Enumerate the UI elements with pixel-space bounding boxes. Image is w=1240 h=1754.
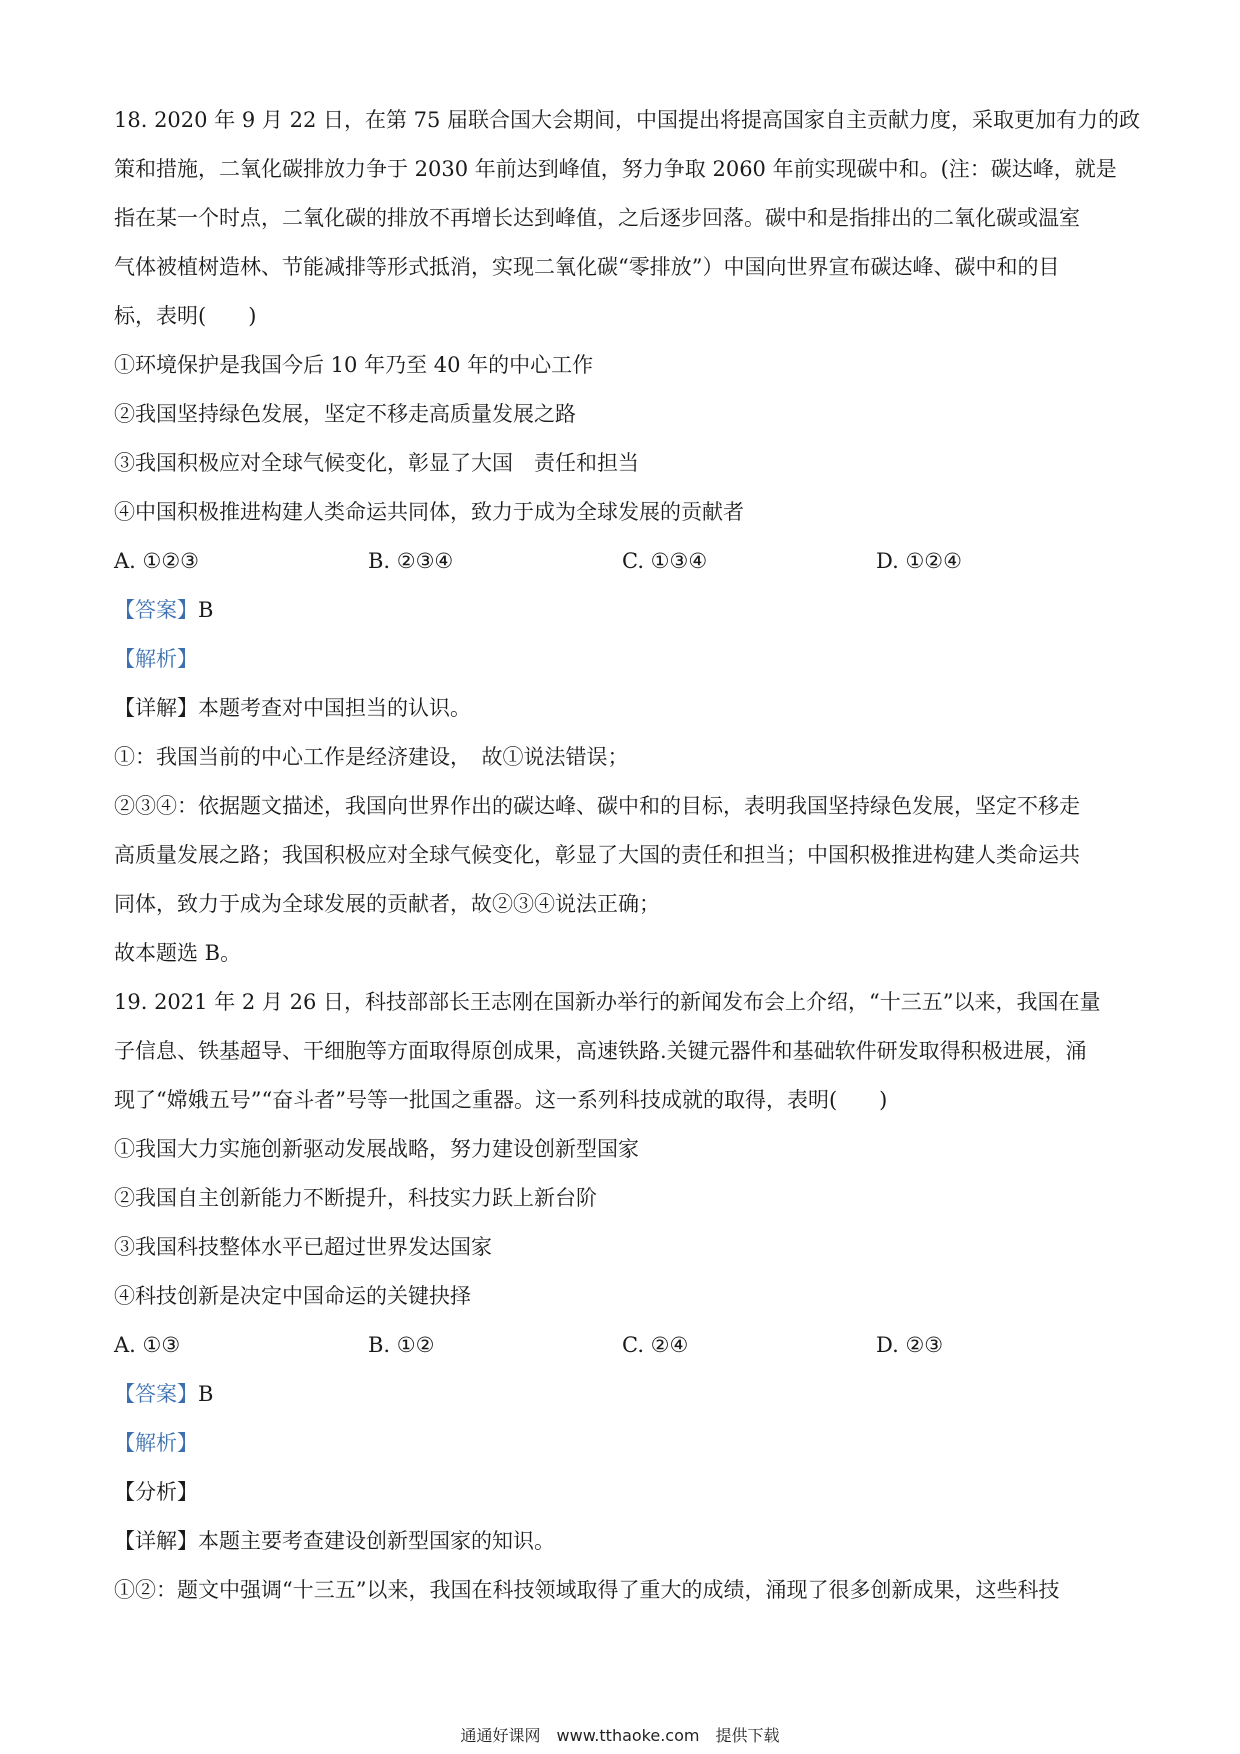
option-d: D. ①②④ [876,549,962,573]
analysis-line [114,1419,1134,1468]
answer-value: B [198,1382,214,1406]
option-a: A. ①③ [114,1333,181,1357]
question-18-stem [114,96,1141,341]
explanation-1 [114,1566,1134,1615]
answer-value: B [198,598,214,622]
option-d: D. ②③ [876,1333,944,1357]
explanation-line: ①②：题文中强调“十三五”以来，我国在科技领域取得了重大的成绩，涌现了很多创新成果，这些科技 [114,1578,1060,1602]
detail-tag: 【详解】 [114,1529,198,1553]
analysis-line [114,635,1134,684]
option-b: B. ②③④ [368,549,454,573]
stem-line: 19. 2021 年 2 月 26 日，科技部部长王志刚在国新办举行的新闻发布会上介绍，“十三五”以来，我国在量 [114,990,1101,1014]
fenxi-line [114,1468,1134,1517]
analysis-tag: 【解析】 [114,647,198,671]
detail-line [114,1517,1134,1566]
option-a: A. ①②③ [114,549,199,573]
answer-tag: 【答案】 [114,1382,198,1406]
detail-text: 本题考查对中国担当的认识。 [198,696,471,720]
stem-line: 18. 2020 年 9 月 22 日，在第 75 届联合国大会期间，中国提出将提高国家自主贡献力度，采取更加有力的政 [114,108,1141,132]
analysis-tag: 【解析】 [114,1431,198,1455]
detail-text: 本题主要考查建设创新型国家的知识。 [198,1529,555,1553]
question-18-statements [114,341,1134,537]
stem-line: 指在某一个时点，二氧化碳的排放不再增长达到峰值，之后逐步回落。碳中和是指排出的二氧化碳或温室 [114,206,1080,230]
statement: ③我国积极应对全球气候变化，彰显了大国 责任和担当 [114,451,639,475]
question-19-statements [114,1125,1134,1321]
explanation-line: 同体，致力于成为全球发展的贡献者，故②③④说法正确； [114,892,660,916]
page-footer: 通通好课网 www.tthaoke.com 提供下载 [460,1726,780,1745]
detail-line [114,684,1134,733]
explanation-2 [114,782,1134,929]
option-c: C. ②④ [622,1333,689,1357]
answer-tag: 【答案】 [114,598,198,622]
option-b: B. ①② [368,1333,435,1357]
statement: ②我国坚持绿色发展，坚定不移走高质量发展之路 [114,402,576,426]
question-19-options [114,1321,1134,1370]
statement: ①环境保护是我国今后 10 年乃至 40 年的中心工作 [114,353,594,377]
explanation-1 [114,733,1134,782]
question-19-stem [114,978,1134,1125]
stem-line: 子信息、铁基超导、干细胞等方面取得原创成果，高速铁路.关键元器件和基础软件研发取得积极进展，涌 [114,1039,1087,1063]
stem-line: 策和措施，二氧化碳排放力争于 2030 年前达到峰值，努力争取 2060 年前实现碳中和。(注：碳达峰，就是 [114,157,1117,181]
stem-line: 标，表明( ) [114,304,257,328]
statement: ④科技创新是决定中国命运的关键抉择 [114,1284,471,1308]
explanation-line: ②③④：依据题文描述，我国向世界作出的碳达峰、碳中和的目标，表明我国坚持绿色发展，坚定不移走 [114,794,1080,818]
fenxi-tag: 【分析】 [114,1480,198,1504]
statement: ③我国科技整体水平已超过世界发达国家 [114,1235,492,1259]
statement: ④中国积极推进构建人类命运共同体，致力于成为全球发展的贡献者 [114,500,744,524]
explanation-line: 高质量发展之路；我国积极应对全球气候变化，彰显了大国的责任和担当；中国积极推进构建人类命运共 [114,843,1080,867]
option-c: C. ①③④ [622,549,708,573]
stem-line: 现了“嫦娥五号”“奋斗者”号等一批国之重器。这一系列科技成就的取得，表明( ) [114,1088,888,1112]
stem-line: 气体被植树造林、节能减排等形式抵消，实现二氧化碳“零排放”）中国向世界宣布碳达峰、碳中和的目 [114,255,1060,279]
statement: ②我国自主创新能力不断提升，科技实力跃上新台阶 [114,1186,597,1210]
conclusion [114,929,1134,978]
answer-line [114,586,1134,635]
statement: ①我国大力实施创新驱动发展战略，努力建设创新型国家 [114,1137,639,1161]
answer-line [114,1370,1134,1419]
detail-tag: 【详解】 [114,696,198,720]
conclusion-text: 故本题选 B。 [114,941,242,965]
explanation-line: ①：我国当前的中心工作是经济建设， 故①说法错误； [114,745,629,769]
document-body [114,96,1141,1615]
question-18-options [114,537,1134,586]
